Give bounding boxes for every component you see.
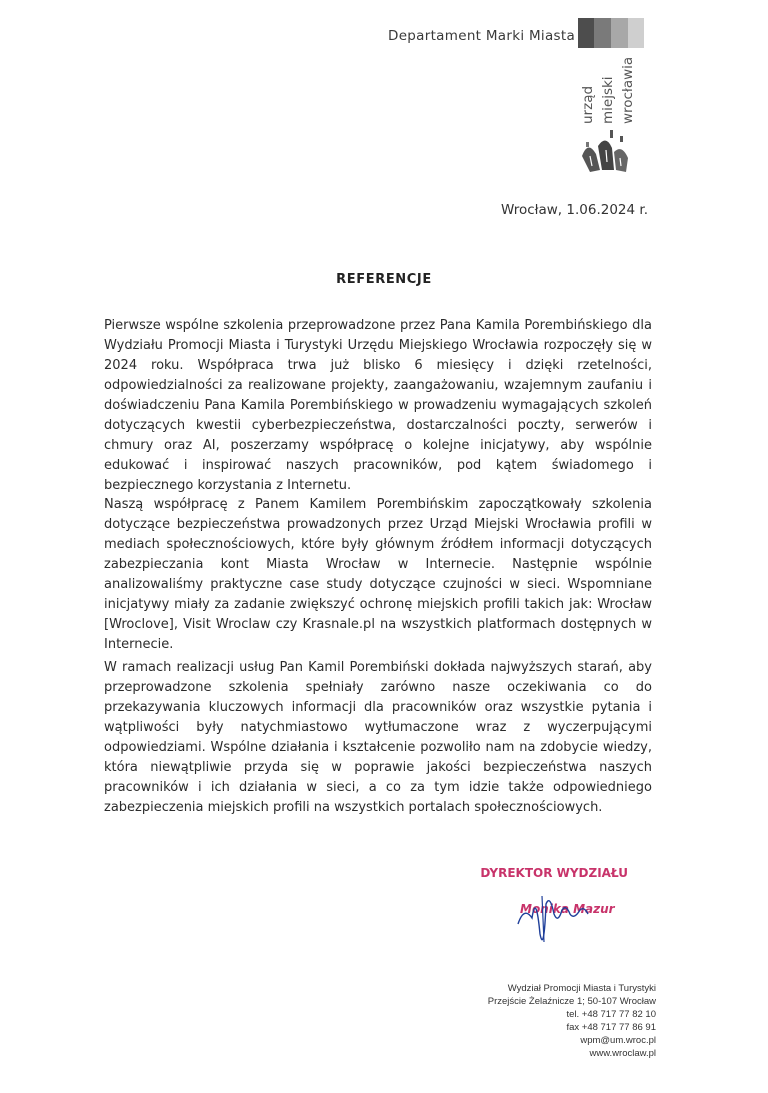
signature-title: DYREKTOR WYDZIAŁU xyxy=(480,866,628,880)
letter-date: Wrocław, 1.06.2024 r. xyxy=(500,202,648,218)
document-title: REFERENCJE xyxy=(336,272,432,287)
logo-bar xyxy=(611,18,628,48)
footer-tel: tel. +48 717 77 82 10 xyxy=(566,1009,656,1020)
logo-line-urzad: urząd xyxy=(580,85,596,124)
footer-email[interactable]: wpm@um.wroc.pl xyxy=(580,1035,656,1046)
city-hall-logo xyxy=(578,18,644,122)
paragraph-1: Pierwsze wspólne szkolenia przeprowadzone przez Pana Kamila Porembińskiego dla Wydziału Promocji Miasta i Turystyki Urzędu Miejskiego Wrocławia rozpoczęły się w 2024 roku. Współpraca trwa już blisko 6 miesięcy i dzięki rzetelności, odpowiedzialności za realizowane projekty, zaangażowaniu, wzajemnym zaufaniu i doświadczeniu Pana Kamila Porembińskiego w prowadzeniu wymagających szkoleń dotyczących kwestii cyberbezpieczeństwa, dostarczalności poczty, serwerów i chmury oraz AI, poszerzamy współpracę o kolejne inicjatywy, aby wspólnie edukować i inspirować naszych pracowników, pod kątem świadomego i bezpiecznego korzystania z Internetu. xyxy=(104,318,652,493)
logo-line-wroclawia: wrocławia xyxy=(620,56,636,124)
signature-name: Monika Mazur xyxy=(520,902,615,916)
logo-bar xyxy=(578,18,594,48)
footer-fax: fax +48 717 77 86 91 xyxy=(566,1022,656,1033)
footer-address: Przejście Żelaźnicze 1; 50-107 Wrocław xyxy=(487,996,656,1007)
wroclaw-emblem-icon xyxy=(576,126,636,176)
handwritten-signature-icon xyxy=(510,884,620,944)
logo-color-bars xyxy=(578,18,644,48)
footer-contact xyxy=(452,982,656,1060)
paragraph-2: Naszą współpracę z Panem Kamilem Porembińskim zapoczątkowały szkolenia dotyczące bezpieczeństwa prowadzonych przez Urząd Miejski Wrocławia profili w mediach społecznościowych, które były głównym źródłem informacji dotyczących zabezpieczania kont Miasta Wrocław w Internecie. Następnie wspólnie analizowaliśmy praktyczne case study dotyczące czujności w sieci. Wspomniane inicjatywy miały za zadanie zwiększyć ochronę miejskich profili takich jak: Wrocław [Wroclove], Visit Wroclaw czy Krasnale.pl na wszystkich platformach dostępnych w Internecie. xyxy=(104,497,652,652)
logo-line-miejski: miejski xyxy=(600,76,616,124)
department-name: Departament Marki Miasta xyxy=(388,28,576,44)
logo-bar xyxy=(628,18,644,48)
footer-department: Wydział Promocji Miasta i Turystyki xyxy=(507,983,656,994)
paragraph-3: W ramach realizacji usług Pan Kamil Porembiński dokłada najwyższych starań, aby przeprowadzone szkolenia spełniały zarówno nasze oczekiwania co do przekazywania kluczowych informacji dla pracowników oraz wszystkie pytania i wątpliwości były natychmiastowo wytłumaczone wraz z wyczerpującymi odpowiedziami. Wspólne działania i kształcenie pozwoliło nam na zdobycie wiedzy, która niewątpliwie przyda się w poprawie jakości bezpieczeństwa naszych pracowników i ich działania w sieci, a co za tym idzie także odpowiedniego zabezpieczenia miejskich profili na wszystkich portalach społecznościowych. xyxy=(104,660,652,815)
logo-bar xyxy=(594,18,611,48)
signature-block xyxy=(470,866,650,946)
footer-website[interactable]: www.wroclaw.pl xyxy=(589,1048,656,1059)
